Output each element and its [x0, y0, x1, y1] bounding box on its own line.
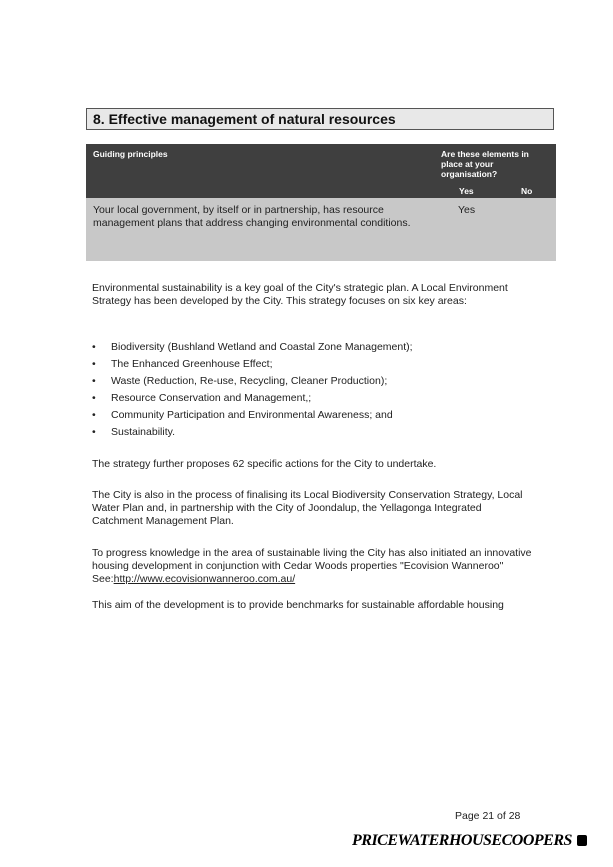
header-no: No — [521, 186, 533, 196]
list-item: • Resource Conservation and Management,; — [92, 390, 413, 407]
page-number: Page 21 of 28 — [455, 810, 521, 822]
list-item: • Sustainability. — [92, 424, 413, 441]
pwc-logo — [352, 832, 587, 850]
header-yes: Yes — [459, 186, 474, 196]
list-item: • Waste (Reduction, Re-use, Recycling, Cleaner Production); — [92, 373, 413, 390]
list-item: • Community Participation and Environmental Awareness; and — [92, 407, 413, 424]
key-areas-list — [92, 339, 413, 441]
header-guiding-principles: Guiding principles — [93, 149, 168, 159]
intro-paragraph: Environmental sustainability is a key goal of the City's strategic plan. A Local Environment Strategy has been developed by the City. This strategy focuses on six key areas: — [92, 282, 508, 307]
list-item: • Biodiversity (Bushland Wetland and Coastal Zone Management); — [92, 339, 413, 356]
list-item: • The Enhanced Greenhouse Effect; — [92, 356, 413, 373]
table-row — [86, 198, 556, 261]
logo-mark-icon — [577, 835, 587, 846]
strategy-paragraph: The strategy further proposes 62 specific actions for the City to undertake. — [92, 458, 437, 470]
logo-text: PRICEWATERHOUSECOOPERS — [352, 832, 572, 849]
row-answer: Yes — [458, 204, 476, 216]
ecovision-link[interactable]: http://www.ecovisionwanneroo.com.au/ — [113, 573, 296, 585]
progress-text: To progress knowledge in the area of sustainable living the City has also initiated an innovative housing development in conjunction with Cedar Woods properties "Ecovision Wanneroo" See: — [92, 547, 532, 585]
section-title: 8. Effective management of natural resources — [86, 108, 554, 130]
progress-paragraph — [92, 547, 532, 586]
row-principle: Your local government, by itself or in partnership, has resource management plans that address changing environmental conditions. — [93, 204, 411, 229]
table-header — [86, 144, 556, 198]
city-paragraph: The City is also in the process of finalising its Local Biodiversity Conservation Strategy, Local Water Plan and, in partnership with the City of Joondalup, the Yellagonga Integrated Catchment Management Plan. — [92, 489, 523, 527]
header-question: Are these elements in place at your organisation? — [441, 149, 529, 179]
aim-paragraph: This aim of the development is to provide benchmarks for sustainable affordable housing — [92, 599, 504, 611]
